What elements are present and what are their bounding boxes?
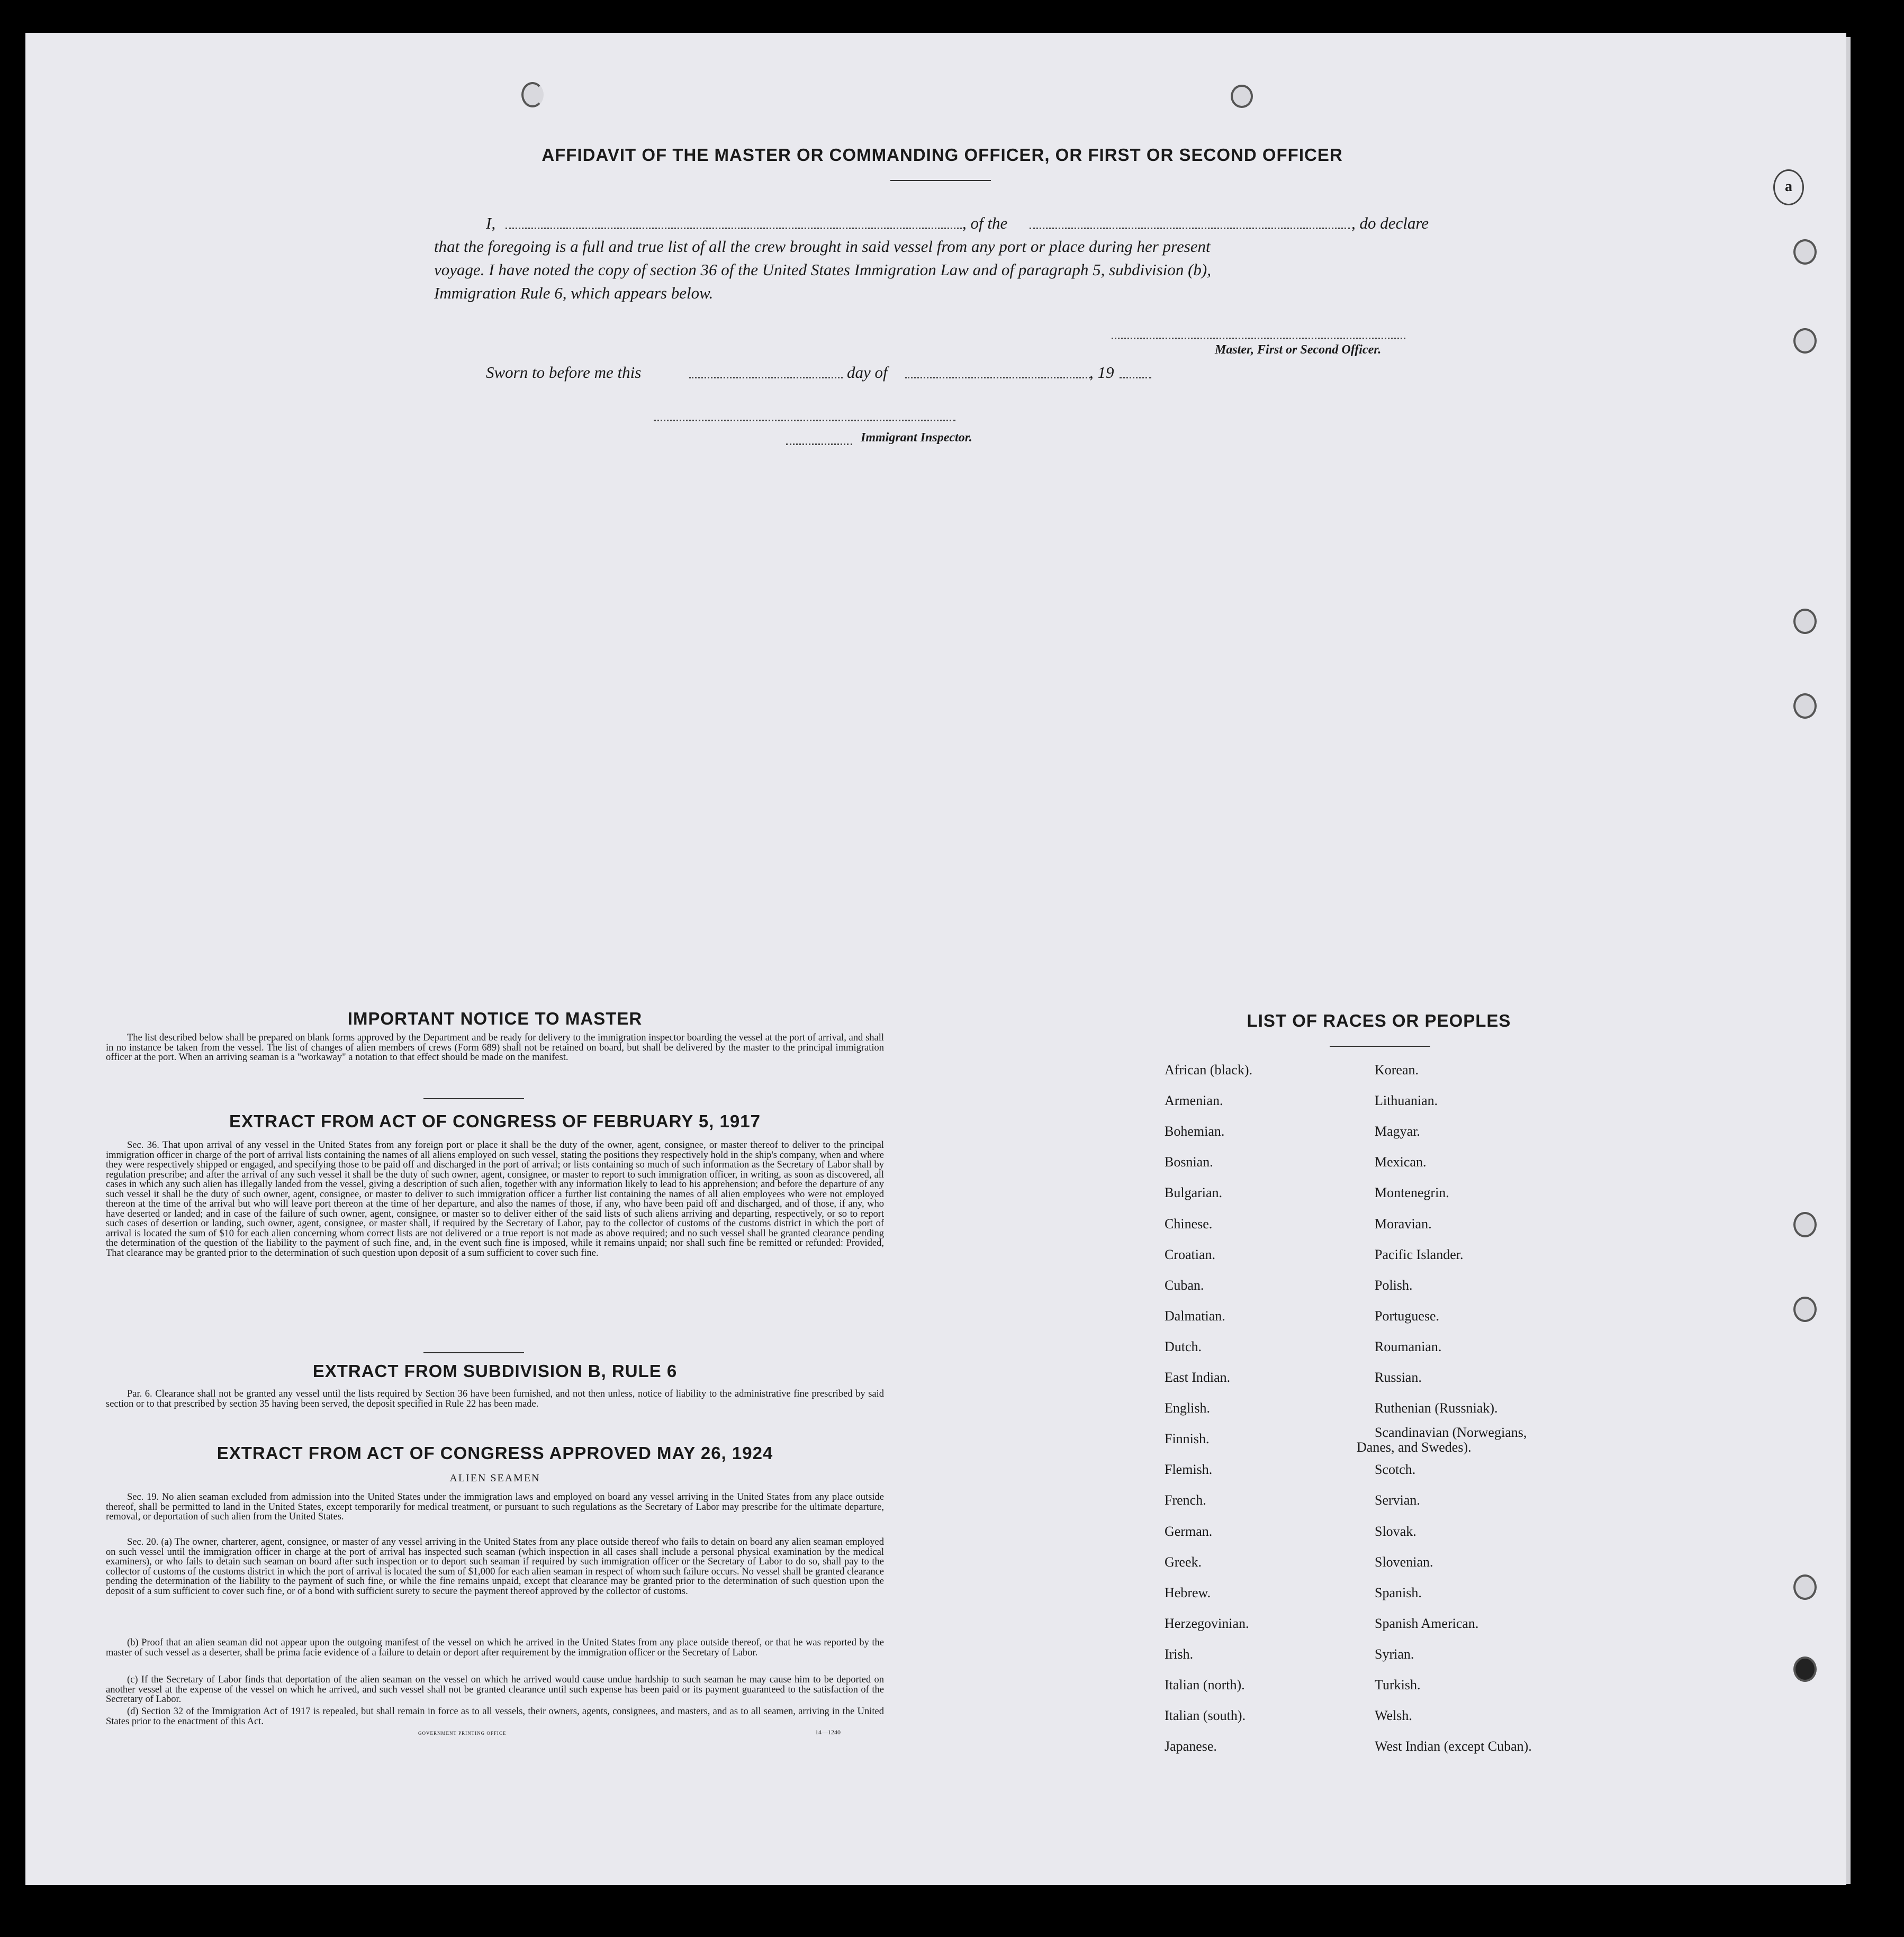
race-item: Irish.: [1165, 1646, 1194, 1662]
declaration-line-2: that the foregoing is a full and true list of all the crew brought in said vessel from any port or place during her present: [434, 237, 1211, 256]
master-signature-label: Master, First or Second Officer.: [1215, 343, 1382, 357]
notice-title: IMPORTANT NOTICE TO MASTER: [347, 1009, 643, 1028]
punch-hole-icon: [1793, 1574, 1817, 1600]
extract-1924-subtitle: ALIEN SEAMEN: [449, 1472, 540, 1484]
race-item: Croatian.: [1165, 1246, 1216, 1262]
race-item: Slovak.: [1375, 1523, 1416, 1539]
race-item: Mexican.: [1375, 1154, 1427, 1170]
punch-hole-icon: [521, 82, 544, 107]
race-item: Flemish.: [1165, 1462, 1213, 1478]
punch-hole-icon: [1793, 693, 1817, 719]
races-divider: [1330, 1046, 1430, 1047]
punch-hole-icon: [1793, 609, 1817, 634]
race-item: Polish.: [1375, 1277, 1413, 1293]
race-item: Montenegrin.: [1375, 1185, 1449, 1201]
sec19-text: Sec. 19. No alien seaman excluded from admission into the United States under the immigration laws and employed on board any vessel arriving in the United States from any place outside thereof, shall be permitted to land in the United States, except temporarily for medical treatment, or pursuant to such regulations as the Secretary of Labor may prescribe for the ultimate departure, removal, or deportation of such alien from the United States.: [106, 1492, 884, 1522]
race-item: Portuguese.: [1375, 1308, 1440, 1324]
sec20b-text: (b) Proof that an alien seaman did not appear upon the outgoing manifest of the vessel on which he arrived in the United States from any place outside thereof, or that he was reported by the master of such vessel as a deserter, shall be prima facie evidence of a failure to detain or deport after requirement by the immigration officer or the Secretary of Labor.: [106, 1637, 884, 1658]
sec20d-text: (d) Section 32 of the Immigration Act of 1917 is repealed, but shall remain in force as to all vessels, their owners, agents, consignees, and masters, and as to all seamen, arriving in the United States prior to the enactment of this Act.: [106, 1706, 884, 1727]
declaration-of-the: , of the: [962, 214, 1008, 232]
form-number: 14—1240: [815, 1728, 841, 1736]
title-divider: [890, 180, 991, 181]
race-item: Hebrew.: [1165, 1585, 1211, 1600]
race-item: Russian.: [1375, 1370, 1422, 1385]
race-item: Servian.: [1375, 1492, 1420, 1508]
race-item: Bosnian.: [1165, 1154, 1213, 1170]
race-item: Dutch.: [1165, 1338, 1202, 1354]
notice-body: The list described below shall be prepared on blank forms approved by the Department and be ready for delivery to the immigration inspector boarding the vessel at the port of arrival, and shall in no instance be taken from the vessel. The list of changes of alien members of crews (Form 689) shall not be retained on board, but shall be delivered by the master to the principal immigration officer at the port. When an arriving seaman is a "workaway" a notation to that effect should be made on the manifest.: [106, 1033, 884, 1063]
race-item: Japanese.: [1165, 1739, 1217, 1754]
race-item: Dalmatian.: [1165, 1308, 1225, 1324]
printer-mark: GOVERNMENT PRINTING OFFICE: [418, 1731, 507, 1736]
inspector-label: Immigrant Inspector.: [861, 431, 972, 445]
race-item: Greek.: [1165, 1554, 1202, 1570]
race-item: Scandinavian (Norwegians,: [1375, 1425, 1527, 1441]
inspector-signature-line[interactable]: [654, 420, 955, 421]
race-item: French.: [1165, 1492, 1206, 1508]
notice-divider: [423, 1098, 524, 1099]
race-item: Chinese.: [1165, 1216, 1213, 1232]
race-item: Moravian.: [1375, 1216, 1432, 1232]
punch-hole-icon: [1231, 85, 1253, 108]
extract-1924-title: EXTRACT FROM ACT OF CONGRESS APPROVED MAY 26, 1924: [216, 1443, 773, 1463]
race-item: Spanish.: [1375, 1585, 1422, 1600]
name-field-line[interactable]: [506, 228, 962, 229]
sworn-text: Sworn to before me this: [486, 363, 642, 382]
race-item: Italian (north).: [1165, 1677, 1245, 1692]
race-item: Slovenian.: [1375, 1554, 1433, 1570]
sworn-month-line[interactable]: [905, 377, 1090, 378]
race-continuation: Danes, and Swedes).: [1357, 1440, 1472, 1455]
inspector-prefix-line[interactable]: [786, 443, 852, 445]
race-item: Armenian.: [1165, 1093, 1223, 1109]
race-item: English.: [1165, 1400, 1210, 1416]
extract-1917-body: Sec. 36. That upon arrival of any vessel in the United States from any foreign port or place it shall be the duty of the owner, agent, consignee, or master thereof to deliver to the principal immigration officer in charge of the port of arrival lists containing the names of all aliens employed on such vessel, stating the positions they respectively hold in the ship's company, when and where they were respectively shipped or engaged, and specifying those to be paid off and discharged in the port of arrival; or lists containing so much of such information as the Secretary of Labor shall by regulation prescribe; and after the arrival of any such vessel it shall be the duty of such owner, agent, consignee, or master to report to such immigration officer, in writing, as soon as discovered, all cases in which any such alien has illegally landed from the vessel, giving a description of such alien, together with any information likely to lead to his apprehension; and before the departure of any such vessel it shall be the duty of such owner, agent, consignee, or master to deliver to such immigration officer a further list containing the names of all alien employees who were not employed thereon at the time of the arrival but who will leave port thereon at the time of her departure, and also the names of those, if any, who have been paid off and discharged, and of those, if any, who have deserted or landed; and in case of the failure of such owner, agent, consignee, or master so to deliver either of the said lists of such aliens arriving and departing, respectively, or so to report such cases of desertion or landing, such owner, agent, consignee, or master shall, if required by the Secretary of Labor, pay to the collector of customs of the customs district in which the port of arrival is located the sum of $10 for each alien concerning whom correct lists are not delivered or a true report is not made as above required; and no such vessel shall be granted clearance pending the determination of the question of the liability to the payment of such fine, and, in the event such fine is imposed, while it remains unpaid; nor shall such fine be remitted or refunded: Provided, That clearance may be granted prior to the determination of such question upon deposit of a sum sufficient to cover such fine.: [106, 1140, 884, 1259]
extract-1917-title: EXTRACT FROM ACT OF CONGRESS OF FEBRUARY 5, 1917: [229, 1111, 761, 1131]
declaration-i: I,: [486, 214, 496, 232]
declaration-line-4: Immigration Rule 6, which appears below.: [434, 284, 714, 302]
race-item: Pacific Islander.: [1375, 1246, 1464, 1262]
race-item: African (black).: [1165, 1062, 1253, 1078]
vessel-field-line[interactable]: [1030, 228, 1350, 229]
extract-rule6-body: Par. 6. Clearance shall not be granted any vessel until the lists required by Section 36 have been furnished, and not then unless, notice of liability to the administrative fine prescribed by said section or to that prescribed by section 35 having been served, the deposit specified in Rule 22 has been made.: [106, 1389, 884, 1409]
race-item: West Indian (except Cuban).: [1375, 1739, 1532, 1754]
sec20a-text: Sec. 20. (a) The owner, charterer, agent, consignee, or master of any vessel arriving in the United States from any place outside thereof who fails to detain on board any alien seaman employed on such vessel until the immigration officer in charge at the port of arrival has inspected such seaman (which inspection in all cases shall include a personal physical examination by the medical examiners), or who fails to detain such seaman on board after such inspection or to deport such seaman if required by such immigration officer or the Secretary of Labor to do so, shall pay to the collector of customs of the customs district in which the port of arrival is located the sum of $1,000 for each alien seaman in respect of whom such failure occurs. No vessel shall be granted clearance pending the determination of the liability to the payment of such fine, or while the fine remains unpaid, except that clearance may be granted prior to the determination of such question upon the deposit of a sum sufficient to cover such fine, or of a bond with sufficient surety to secure the payment thereof approved by the collector of customs.: [106, 1537, 884, 1597]
sworn-day-of: day of: [847, 363, 888, 382]
extract-1917-divider: [423, 1352, 524, 1353]
declaration-declare: , do declare: [1351, 214, 1429, 232]
document-sheet: [25, 33, 1846, 1885]
race-item: Cuban.: [1165, 1277, 1204, 1293]
race-item: Bohemian.: [1165, 1124, 1225, 1139]
punch-hole-icon: [1793, 328, 1817, 354]
race-item: Welsh.: [1375, 1708, 1412, 1724]
race-item: Spanish American.: [1375, 1615, 1479, 1631]
race-item: East Indian.: [1165, 1370, 1231, 1385]
affidavit-title: AFFIDAVIT OF THE MASTER OR COMMANDING OFFICER, OR FIRST OR SECOND OFFICER: [542, 145, 1343, 165]
race-item: Bulgarian.: [1165, 1185, 1223, 1201]
race-item: Magyar.: [1375, 1124, 1420, 1139]
master-signature-line[interactable]: [1112, 338, 1405, 339]
sec20c-text: (c) If the Secretary of Labor finds that deportation of the alien seaman on the vessel on which he arrived would cause undue hardship to such seaman he may cause him to be deported on another vessel at the expense of the vessel on which he arrived, and such vessel shall not be granted clearance until such expense has been paid or its payment guaranteed to the satisfaction of the Secretary of Labor.: [106, 1674, 884, 1705]
race-item: Turkish.: [1375, 1677, 1421, 1692]
races-title: LIST OF RACES OR PEOPLES: [1247, 1011, 1511, 1030]
sworn-year: , 19: [1089, 363, 1114, 382]
punch-hole-icon: [1793, 1657, 1817, 1682]
race-item: Roumanian.: [1375, 1338, 1442, 1354]
sworn-day-line[interactable]: [689, 377, 843, 378]
declaration-line-3: voyage. I have noted the copy of section 36 of the United States Immigration Law and of paragraph 5, subdivision (b),: [434, 260, 1211, 279]
punch-hole-icon: [1793, 1297, 1817, 1322]
punch-hole-icon: [1793, 1212, 1817, 1237]
punch-hole-icon: [1793, 239, 1817, 265]
extract-rule6-title: EXTRACT FROM SUBDIVISION B, RULE 6: [312, 1361, 678, 1381]
race-item: Herzegovinian.: [1165, 1615, 1249, 1631]
race-item: German.: [1165, 1523, 1213, 1539]
corner-mark: a: [1773, 169, 1804, 205]
sworn-year-line[interactable]: [1120, 377, 1151, 378]
page-edge: [1846, 37, 1851, 1884]
race-item: Syrian.: [1375, 1646, 1414, 1662]
race-item: Korean.: [1375, 1062, 1419, 1078]
race-item: Finnish.: [1165, 1431, 1210, 1447]
race-item: Italian (south).: [1165, 1708, 1246, 1724]
race-item: Scotch.: [1375, 1462, 1416, 1478]
race-item: Ruthenian (Russniak).: [1375, 1400, 1498, 1416]
race-item: Lithuanian.: [1375, 1093, 1438, 1109]
